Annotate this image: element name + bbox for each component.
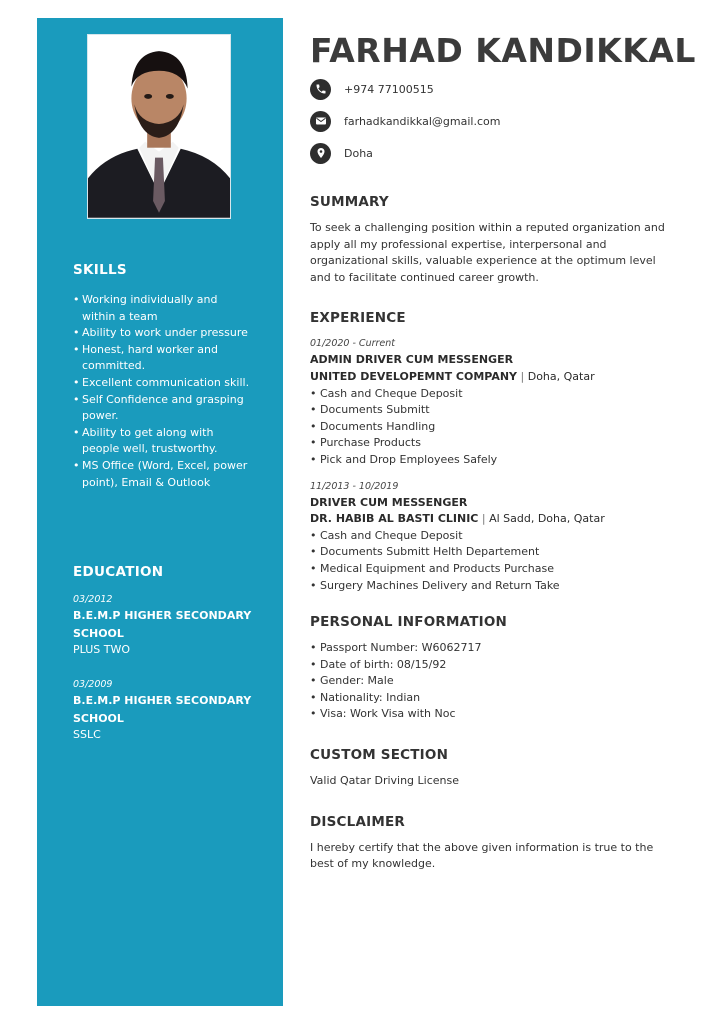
skill-item: • Working individually and within a team	[73, 292, 253, 325]
contact-location	[310, 142, 670, 164]
main-content	[310, 28, 696, 873]
personal-item: • Gender: Male	[310, 673, 670, 690]
job-location: Doha, Qatar	[527, 369, 595, 383]
duty-item: • Cash and Cheque Deposit	[310, 386, 670, 403]
candidate-name: FARHAD KANDIKKAL	[310, 31, 696, 70]
education-heading: EDUCATION	[73, 564, 164, 580]
personal-item: • Visa: Work Visa with Noc	[310, 706, 670, 723]
skills-heading: SKILLS	[73, 262, 127, 278]
job-company: UNITED DEVELOPEMNT COMPANY	[310, 369, 518, 383]
job-title: ADMIN DRIVER CUM MESSENGER	[310, 353, 514, 367]
phone-icon	[310, 79, 331, 100]
education-date: 03/2009	[73, 679, 113, 690]
duty-item: • Documents Submitt Helth Departement	[310, 544, 670, 561]
skill-item: • Excellent communication skill.	[73, 375, 253, 392]
job-company-line	[310, 369, 670, 386]
phone-text[interactable]: +974 77100515	[344, 82, 434, 96]
disclaimer-text: I hereby certify that the above given information is true to the best of my knowledge.	[310, 840, 654, 871]
contact-email	[310, 110, 670, 132]
education-item	[73, 593, 253, 658]
experience-section	[310, 310, 670, 594]
job-duties	[310, 386, 670, 469]
disclaimer-heading: DISCLAIMER	[310, 813, 405, 830]
email-text[interactable]: farhadkandikkal@gmail.com	[344, 114, 501, 128]
education-section	[73, 564, 253, 743]
education-date: 03/2012	[73, 594, 113, 605]
skill-item: • Ability to get along with people well, trustworthy.	[73, 425, 253, 458]
skill-item: • Honest, hard worker and committed.	[73, 342, 253, 375]
job-entry	[310, 479, 670, 595]
location-pin-icon	[310, 143, 331, 164]
profile-photo-image	[88, 35, 230, 218]
education-school: B.E.M.P HIGHER SECONDARY SCHOOL	[73, 609, 252, 640]
job-company: DR. HABIB AL BASTI CLINIC	[310, 512, 479, 526]
disclaimer-section	[310, 814, 670, 873]
skill-item: • MS Office (Word, Excel, power point), Email & Outlook	[73, 458, 253, 491]
job-dates: 01/2020 - Current	[310, 338, 395, 350]
custom-section	[310, 747, 670, 790]
summary-heading: SUMMARY	[310, 194, 389, 210]
custom-heading: CUSTOM SECTION	[310, 747, 449, 764]
personal-item: • Nationality: Indian	[310, 690, 670, 707]
personal-item: • Date of birth: 08/15/92	[310, 657, 670, 674]
education-grade: SSLC	[73, 728, 101, 741]
job-company-line	[310, 511, 670, 528]
job-separator: |	[478, 512, 490, 526]
job-location: Al Sadd, Doha, Qatar	[489, 512, 605, 526]
personal-heading: PERSONAL INFORMATION	[310, 614, 508, 631]
education-item	[73, 678, 253, 743]
skills-list	[73, 292, 253, 491]
job-duties	[310, 528, 670, 594]
location-text: Doha	[344, 146, 373, 160]
summary-text: To seek a challenging position within a reputed organization and apply all my professional expertise, interpersonal and organizational skills, valuable experience at the optimum level and to facilitate continued career growth.	[310, 221, 665, 284]
job-separator: |	[517, 369, 528, 383]
personal-list	[310, 640, 670, 723]
skill-item: • Self Confidence and grasping power.	[73, 392, 253, 425]
duty-item: • Surgery Machines Delivery and Return Take	[310, 578, 670, 595]
education-school: B.E.M.P HIGHER SECONDARY SCHOOL	[73, 694, 252, 725]
duty-item: • Purchase Products	[310, 435, 670, 452]
duty-item: • Medical Equipment and Products Purchase	[310, 561, 670, 578]
skill-item: • Ability to work under pressure	[73, 325, 253, 342]
skills-section	[73, 262, 253, 491]
contact-phone	[310, 78, 670, 100]
job-title: DRIVER CUM MESSENGER	[310, 495, 468, 509]
personal-section	[310, 614, 670, 723]
job-entry	[310, 336, 670, 468]
duty-item: • Documents Submitt	[310, 402, 670, 419]
duty-item: • Cash and Cheque Deposit	[310, 528, 670, 545]
education-grade: PLUS TWO	[73, 643, 130, 656]
envelope-icon	[310, 111, 331, 132]
experience-heading: EXPERIENCE	[310, 310, 406, 327]
custom-text: Valid Qatar Driving License	[310, 774, 460, 788]
summary-section	[310, 194, 670, 286]
job-dates: 11/2013 - 10/2019	[310, 480, 399, 492]
profile-photo	[87, 34, 231, 219]
duty-item: • Pick and Drop Employees Safely	[310, 452, 670, 469]
duty-item: • Documents Handling	[310, 419, 670, 436]
sidebar	[37, 18, 283, 1006]
personal-item: • Passport Number: W6062717	[310, 640, 670, 657]
